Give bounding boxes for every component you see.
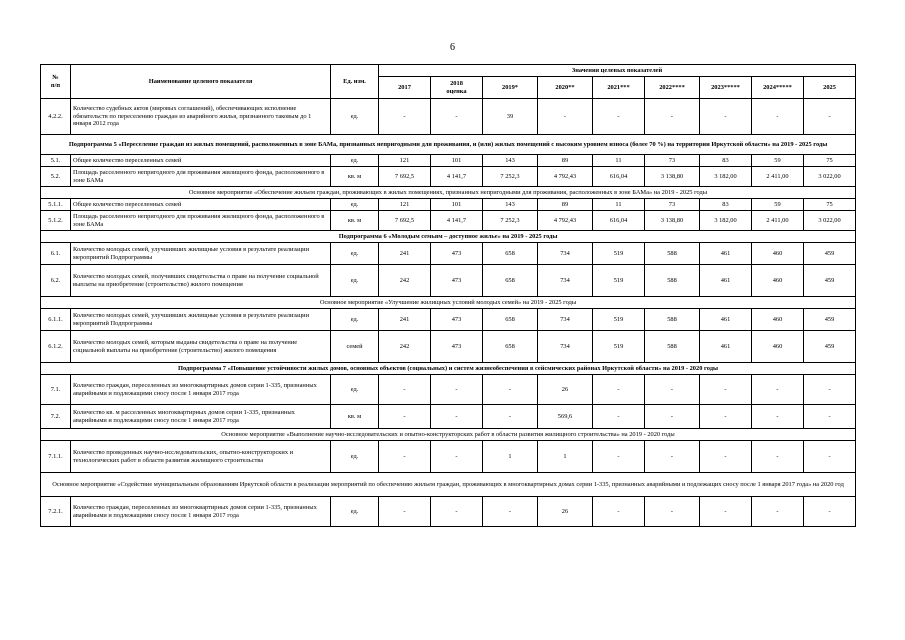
value-cell: 459 [804, 243, 856, 265]
table-row [41, 331, 856, 363]
row-number: 4.2.2. [41, 99, 71, 135]
value-cell: 459 [804, 265, 856, 297]
value-cell: 460 [752, 265, 804, 297]
value-cell: - [700, 375, 752, 405]
value-cell: 519 [593, 331, 645, 363]
header-year: 2024***** [752, 77, 804, 99]
value-cell: 7 692,5 [379, 211, 431, 231]
row-number: 5.1.2. [41, 211, 71, 231]
subprogram-title: Подпрограмма 5 «Переселение граждан из жилых помещений, расположенных в зоне БАМа, признанных непригодными для проживания, и (или) жилых помещений с высоким уровнем износа (более 70 %) на территории Иркутской области» на 2019 - 2025 годы [41, 135, 856, 155]
value-cell: 3 182,00 [700, 167, 752, 187]
row-number: 7.2. [41, 405, 71, 429]
value-cell: 460 [752, 243, 804, 265]
row-number: 5.1.1. [41, 199, 71, 211]
indicator-name: Количество кв. м расселенных многоквартирных домов серии 1-335, признанных аварийными и подлежащими сносу после 1 января 2017 года [71, 405, 331, 429]
table-row [41, 265, 856, 297]
header-values-title: Значения целевых показателей [379, 65, 856, 77]
value-cell: - [431, 497, 483, 527]
value-cell: 26 [538, 497, 593, 527]
activity-row [41, 187, 856, 199]
row-number: 7.2.1. [41, 497, 71, 527]
header-year: 2020** [538, 77, 593, 99]
row-number: 6.1.1. [41, 309, 71, 331]
value-cell: 73 [645, 155, 700, 167]
value-cell: 83 [700, 199, 752, 211]
value-cell: 519 [593, 265, 645, 297]
value-cell: - [379, 405, 431, 429]
value-cell: 734 [538, 331, 593, 363]
activity-row [41, 429, 856, 441]
value-cell: - [431, 441, 483, 473]
value-cell: 588 [645, 331, 700, 363]
unit-cell: ед. [331, 243, 379, 265]
value-cell: - [804, 405, 856, 429]
value-cell: - [593, 441, 645, 473]
indicator-name: Площадь расселенного непригодного для проживания жилищного фонда, расположенного в зоне БАМа [71, 211, 331, 231]
subprogram-row [41, 231, 856, 243]
row-number: 5.1. [41, 155, 71, 167]
unit-cell: ед. [331, 441, 379, 473]
value-cell: - [379, 441, 431, 473]
header-year: 2019* [483, 77, 538, 99]
value-cell: - [379, 375, 431, 405]
unit-cell: ед. [331, 375, 379, 405]
value-cell: - [379, 99, 431, 135]
value-cell: 101 [431, 155, 483, 167]
value-cell: 4 141,7 [431, 167, 483, 187]
value-cell: 3 022,00 [804, 211, 856, 231]
value-cell: 473 [431, 243, 483, 265]
value-cell: 59 [752, 155, 804, 167]
value-cell: 658 [483, 331, 538, 363]
value-cell: 658 [483, 265, 538, 297]
value-cell: 461 [700, 265, 752, 297]
indicator-name: Площадь расселенного непригодного для проживания жилищного фонда, расположенного в зоне БАМа [71, 167, 331, 187]
unit-cell: семей [331, 331, 379, 363]
value-cell: 460 [752, 331, 804, 363]
value-cell: 26 [538, 375, 593, 405]
value-cell: 121 [379, 155, 431, 167]
value-cell: - [538, 99, 593, 135]
value-cell: 1 [483, 441, 538, 473]
value-cell: 461 [700, 331, 752, 363]
value-cell: 616,04 [593, 167, 645, 187]
header-year: 2025 [804, 77, 856, 99]
value-cell: - [483, 497, 538, 527]
value-cell: 658 [483, 309, 538, 331]
unit-cell: ед. [331, 309, 379, 331]
value-cell: 39 [483, 99, 538, 135]
value-cell: 242 [379, 265, 431, 297]
value-cell: - [752, 375, 804, 405]
value-cell: - [752, 441, 804, 473]
value-cell: 75 [804, 199, 856, 211]
value-cell: - [700, 405, 752, 429]
indicator-name: Количество молодых семей, улучшивших жилищные условия в результате реализации мероприятий Подпрограммы [71, 309, 331, 331]
unit-cell: кв. м [331, 167, 379, 187]
header-year: 2022**** [645, 77, 700, 99]
value-cell: 473 [431, 265, 483, 297]
value-cell: 241 [379, 309, 431, 331]
targets-table [40, 64, 856, 527]
value-cell: - [593, 497, 645, 527]
table-row [41, 199, 856, 211]
indicator-name: Количество молодых семей, получивших свидетельства о праве на получение социальной выплаты на приобретение (строительство) жилого помещения [71, 265, 331, 297]
unit-cell: кв. м [331, 405, 379, 429]
unit-cell: ед. [331, 199, 379, 211]
value-cell: 473 [431, 331, 483, 363]
value-cell: 519 [593, 243, 645, 265]
value-cell: 89 [538, 199, 593, 211]
table-row [41, 99, 856, 135]
value-cell: - [700, 497, 752, 527]
value-cell: 3 138,80 [645, 167, 700, 187]
value-cell: 4 792,43 [538, 211, 593, 231]
value-cell: 569,6 [538, 405, 593, 429]
value-cell: 3 182,00 [700, 211, 752, 231]
value-cell: 4 792,43 [538, 167, 593, 187]
unit-cell: ед. [331, 265, 379, 297]
value-cell: 7 252,3 [483, 211, 538, 231]
subprogram-row [41, 363, 856, 375]
table-row [41, 375, 856, 405]
activity-title: Основное мероприятие «Обеспечение жильем граждан, проживающих в жилых помещениях, признанных непригодными для проживания, расположенных в зоне БАМа» на 2019 - 2025 годы [41, 187, 856, 199]
row-number: 7.1. [41, 375, 71, 405]
indicator-name: Количество граждан, переселенных из многоквартирных домов серии 1-335, признанных аварийными и подлежащими сносу после 1 января 2017 года [71, 497, 331, 527]
activity-row [41, 297, 856, 309]
value-cell: 4 141,7 [431, 211, 483, 231]
indicator-name: Количество судебных актов (мировых соглашений), обеспечивающих исполнение обязательств по переселению граждан из аварийного жилья, признанного таковым до 1 января 2012 года [71, 99, 331, 135]
value-cell: 11 [593, 155, 645, 167]
value-cell: - [593, 375, 645, 405]
indicator-name: Количество проведенных научно-исследовательских, опытно-конструкторских и технологических работ в области развития жилищного строительства [71, 441, 331, 473]
value-cell: - [431, 375, 483, 405]
activity-row [41, 473, 856, 497]
value-cell: - [804, 375, 856, 405]
value-cell: - [804, 497, 856, 527]
table-row [41, 211, 856, 231]
value-cell: - [700, 99, 752, 135]
subprogram-row [41, 135, 856, 155]
value-cell: 519 [593, 309, 645, 331]
unit-cell: кв. м [331, 211, 379, 231]
header-year: 2017 [379, 77, 431, 99]
value-cell: - [804, 99, 856, 135]
value-cell: 101 [431, 199, 483, 211]
value-cell: 3 138,80 [645, 211, 700, 231]
value-cell: 59 [752, 199, 804, 211]
value-cell: 11 [593, 199, 645, 211]
table-row [41, 155, 856, 167]
value-cell: 7 692,5 [379, 167, 431, 187]
value-cell: 121 [379, 199, 431, 211]
value-cell: - [700, 441, 752, 473]
value-cell: - [804, 441, 856, 473]
header-unit: Ед. изм. [331, 65, 379, 99]
indicator-name: Общее количество переселенных семей [71, 155, 331, 167]
header-name: Наименование целевого показателя [71, 65, 331, 99]
value-cell: 1 [538, 441, 593, 473]
table-row [41, 243, 856, 265]
value-cell: 143 [483, 155, 538, 167]
header-year: 2018 оценка [431, 77, 483, 99]
value-cell: 658 [483, 243, 538, 265]
header-num: № п/п [41, 65, 71, 99]
value-cell: - [431, 99, 483, 135]
indicator-name: Общее количество переселенных семей [71, 199, 331, 211]
value-cell: - [645, 441, 700, 473]
header-year: 2023***** [700, 77, 752, 99]
value-cell: 143 [483, 199, 538, 211]
value-cell: 588 [645, 265, 700, 297]
value-cell: - [431, 405, 483, 429]
value-cell: - [645, 375, 700, 405]
row-number: 6.1. [41, 243, 71, 265]
row-number: 6.1.2. [41, 331, 71, 363]
page-number: 6 [450, 42, 455, 53]
value-cell: 473 [431, 309, 483, 331]
value-cell: - [752, 497, 804, 527]
value-cell: 89 [538, 155, 593, 167]
value-cell: 2 411,00 [752, 167, 804, 187]
value-cell: - [593, 99, 645, 135]
value-cell: - [483, 405, 538, 429]
unit-cell: ед. [331, 497, 379, 527]
value-cell: - [593, 405, 645, 429]
table-row [41, 441, 856, 473]
value-cell: 460 [752, 309, 804, 331]
value-cell: 588 [645, 309, 700, 331]
value-cell: 461 [700, 243, 752, 265]
header-year: 2021*** [593, 77, 645, 99]
value-cell: 459 [804, 331, 856, 363]
value-cell: - [379, 497, 431, 527]
row-number: 7.1.1. [41, 441, 71, 473]
value-cell: 3 022,00 [804, 167, 856, 187]
value-cell: 241 [379, 243, 431, 265]
value-cell: 734 [538, 309, 593, 331]
value-cell: 75 [804, 155, 856, 167]
value-cell: 734 [538, 265, 593, 297]
table-row [41, 405, 856, 429]
table-row [41, 497, 856, 527]
indicator-name: Количество граждан, переселенных из многоквартирных домов серии 1-335, признанных аварийными и подлежащими сносу после 1 января 2017 года [71, 375, 331, 405]
indicator-name: Количество молодых семей, улучшивших жилищные условия в результате реализации мероприятий Подпрограммы [71, 243, 331, 265]
activity-title: Основное мероприятие «Улучшение жилищных условий молодых семей» на 2019 - 2025 годы [41, 297, 856, 309]
value-cell: 83 [700, 155, 752, 167]
unit-cell: ед. [331, 155, 379, 167]
value-cell: 616,04 [593, 211, 645, 231]
value-cell: 734 [538, 243, 593, 265]
indicator-name: Количество молодых семей, которым выданы свидетельства о праве на получение социальной выплаты на приобретение (строительство) жилого помещения [71, 331, 331, 363]
subprogram-title: Подпрограмма 7 «Повышение устойчивости жилых домов, основных объектов (социальных) и систем жизнеобеспечения в сейсмических районах Иркутской области» на 2019 - 2020 годы [41, 363, 856, 375]
subprogram-title: Подпрограмма 6 «Молодым семьям – доступное жилье» на 2019 - 2025 годы [41, 231, 856, 243]
value-cell: - [645, 405, 700, 429]
value-cell: 73 [645, 199, 700, 211]
value-cell: 7 252,3 [483, 167, 538, 187]
table-row [41, 167, 856, 187]
value-cell: - [645, 99, 700, 135]
activity-title: Основное мероприятие «Выполнение научно-исследовательских и опытно-конструкторских работ в области развития жилищного строительства» на 2019 - 2020 годы [41, 429, 856, 441]
value-cell: 461 [700, 309, 752, 331]
unit-cell: ед. [331, 99, 379, 135]
value-cell: - [483, 375, 538, 405]
value-cell: - [752, 99, 804, 135]
value-cell: - [645, 497, 700, 527]
value-cell: 2 411,00 [752, 211, 804, 231]
row-number: 6.2. [41, 265, 71, 297]
value-cell: 242 [379, 331, 431, 363]
activity-title: Основное мероприятие «Содействие муниципальным образованиям Иркутской области в реализации мероприятий по обеспечению жильем граждан, проживающих в многоквартирных домах серии 1-335, признанных аварийными и подлежащих сносу после 1 января 2017 года» на 2020 год [41, 473, 856, 497]
row-number: 5.2. [41, 167, 71, 187]
table-row [41, 309, 856, 331]
value-cell: 459 [804, 309, 856, 331]
value-cell: - [752, 405, 804, 429]
value-cell: 588 [645, 243, 700, 265]
